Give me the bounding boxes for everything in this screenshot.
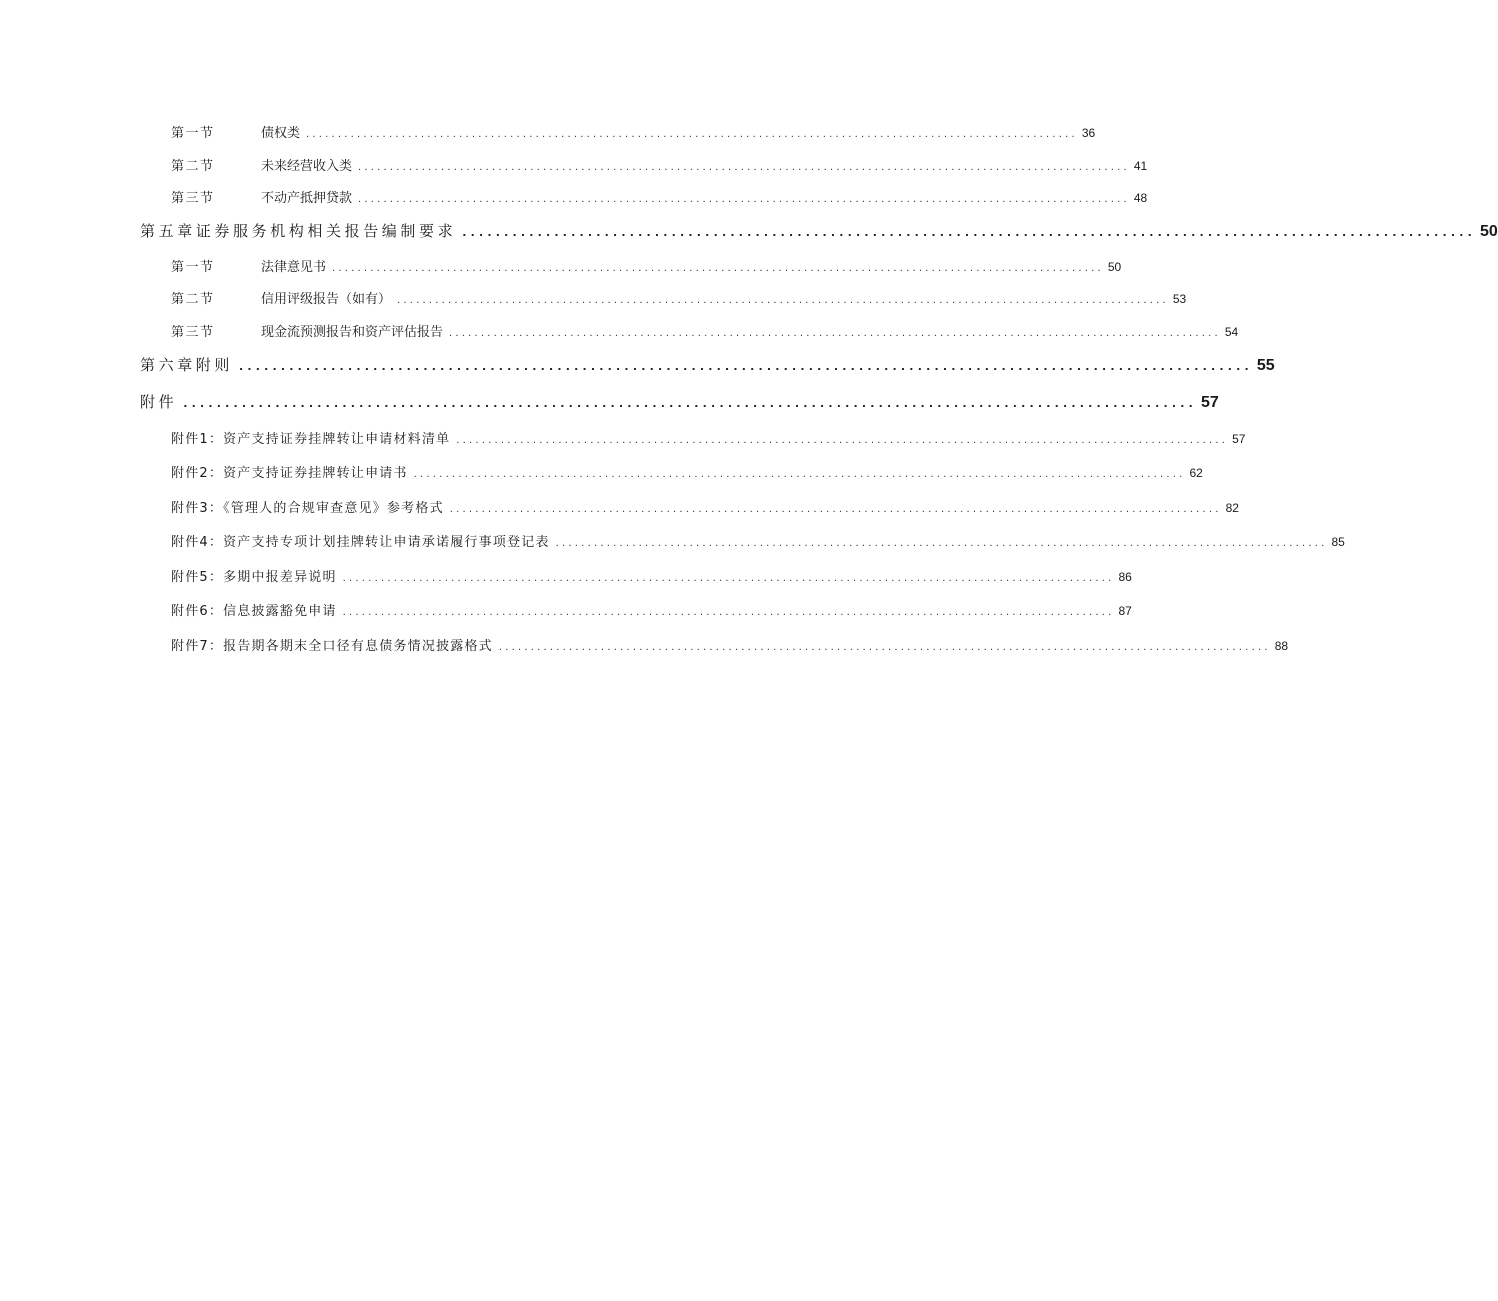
entry-title: 不动产抵押贷款 <box>261 191 353 206</box>
toc-entry[interactable] <box>171 122 1096 141</box>
page-number: 57 <box>1232 432 1246 446</box>
entry-title: 法律意见书 <box>261 260 327 275</box>
section-number: 第二节 <box>171 159 215 174</box>
page-number: 82 <box>1225 501 1239 515</box>
dot-leader: ......................................................................................................................... <box>332 263 1104 274</box>
section-number: 第一节 <box>171 126 215 141</box>
entry-title: 附件1：资产支持证券挂牌转让申请材料清单 <box>171 432 451 447</box>
page-number: 57 <box>1201 394 1219 411</box>
page-number: 62 <box>1189 466 1203 480</box>
entry-title: 附件4：资产支持专项计划挂牌转让申请承诺履行事项登记表 <box>171 535 550 550</box>
dot-leader: ......................................................................................................................... <box>456 435 1229 446</box>
dot-leader: ......................................................................................................................... <box>413 469 1186 480</box>
section-number: 第三节 <box>171 325 215 340</box>
page-number: 87 <box>1118 604 1132 618</box>
toc-appendix-entry[interactable] <box>171 600 1132 619</box>
toc-entry[interactable] <box>171 155 1148 174</box>
toc-appendix-entry[interactable] <box>171 531 1345 550</box>
entry-title: 附件5：多期中报差异说明 <box>171 570 337 585</box>
section-number: 第三节 <box>171 191 215 206</box>
entry-title: 现金流预测报告和资产评估报告 <box>261 325 444 340</box>
toc-chapter-entry[interactable] <box>140 391 1219 412</box>
toc-chapter-entry[interactable] <box>140 220 1498 241</box>
page-number: 36 <box>1081 126 1096 140</box>
toc-appendix-entry[interactable] <box>171 566 1132 585</box>
page-number: 54 <box>1224 325 1239 339</box>
page-number: 88 <box>1274 639 1289 653</box>
page-number: 48 <box>1133 191 1148 205</box>
toc-chapter-entry[interactable] <box>140 354 1275 375</box>
dot-leader: ......................................................................................................................... <box>342 607 1115 618</box>
toc-appendix-entry[interactable] <box>171 462 1203 481</box>
dot-leader: ......................................................................................................................... <box>397 295 1169 306</box>
dot-leader: ......................................................................................................................... <box>358 194 1130 205</box>
toc-entry[interactable] <box>171 187 1148 206</box>
toc-entry[interactable] <box>171 321 1239 340</box>
dot-leader: ......................................................................................................................... <box>498 642 1271 653</box>
page-number: 41 <box>1133 159 1148 173</box>
toc-entry[interactable] <box>171 256 1122 275</box>
entry-title: 附件3：《管理人的合规审查意见》参考格式 <box>171 501 444 516</box>
page-number: 50 <box>1480 223 1498 240</box>
dot-leader: ......................................................................................................................... <box>358 162 1130 173</box>
page-number: 85 <box>1331 535 1345 549</box>
entry-title: 债权类 <box>261 126 301 141</box>
toc-appendix-entry[interactable] <box>171 497 1239 516</box>
section-number: 第一节 <box>171 260 215 275</box>
toc-appendix-entry[interactable] <box>171 635 1289 654</box>
dot-leader: ......................................................................................................................... <box>183 397 1198 410</box>
chapter-title: 第六章附则 <box>140 356 234 374</box>
dot-leader: ......................................................................................................................... <box>306 129 1078 140</box>
dot-leader: ......................................................................................................................... <box>449 504 1222 515</box>
dot-leader: ......................................................................................................................... <box>239 360 1253 373</box>
chapter-title: 第五章证券服务机构相关报告编制要求 <box>140 222 457 240</box>
entry-title: 附件2：资产支持证券挂牌转让申请书 <box>171 466 408 481</box>
dot-leader: ......................................................................................................................... <box>449 328 1221 339</box>
section-number: 第二节 <box>171 292 215 307</box>
toc-appendix-entry[interactable] <box>171 428 1246 447</box>
entry-title: 未来经营收入类 <box>261 159 353 174</box>
dot-leader: ......................................................................................................................... <box>342 573 1115 584</box>
page-number: 86 <box>1118 570 1132 584</box>
dot-leader: ......................................................................................................................... <box>555 538 1328 549</box>
page-number: 53 <box>1172 292 1187 306</box>
entry-title: 信用评级报告（如有） <box>261 292 392 307</box>
toc-entry[interactable] <box>171 288 1187 307</box>
dot-leader: ......................................................................................................................... <box>462 226 1477 239</box>
page-number: 50 <box>1107 260 1122 274</box>
entry-title: 附件6：信息披露豁免申请 <box>171 604 337 619</box>
chapter-title: 附件 <box>140 393 178 411</box>
entry-title: 附件7：报告期各期末全口径有息债务情况披露格式 <box>171 639 493 654</box>
page-number: 55 <box>1256 357 1275 374</box>
